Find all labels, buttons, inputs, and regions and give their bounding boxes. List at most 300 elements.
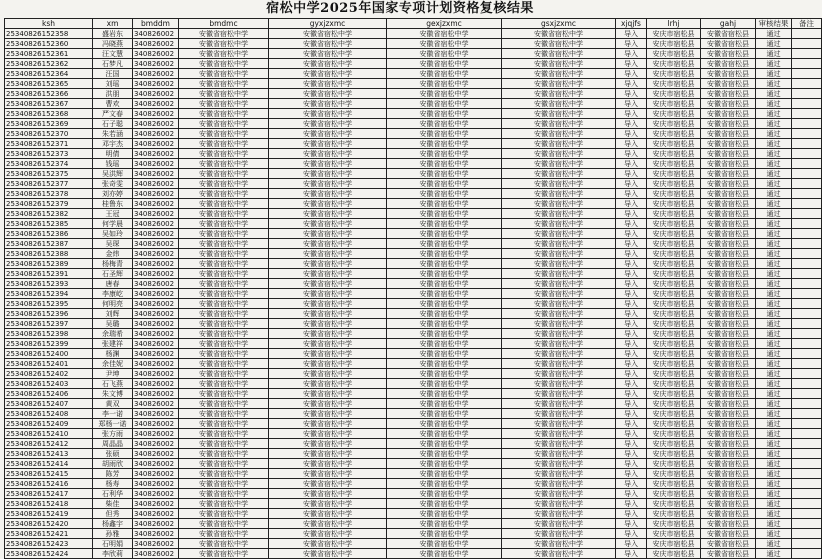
cell-xm: 石明娟 [93, 539, 133, 549]
cell-ksh: 25340826152399 [5, 339, 93, 349]
cell-xjqjfs: 导入 [616, 439, 647, 449]
table-body [5, 29, 822, 559]
header-ksh: ksh [5, 19, 93, 29]
cell-lrhj: 安庆市宿松县 [647, 309, 701, 319]
cell-gahj: 安徽省宿松县 [701, 529, 756, 539]
cell-xm: 石圣辉 [93, 269, 133, 279]
cell-remark [792, 229, 822, 239]
cell-gexjzxmc: 安徽省宿松中学 [387, 279, 502, 289]
cell-bmdmc: 安徽省宿松中学 [179, 459, 269, 469]
table-row [5, 219, 822, 229]
cell-bmdmc: 安徽省宿松中学 [179, 259, 269, 269]
cell-result: 通过 [756, 119, 792, 129]
cell-gahj: 安徽省宿松县 [701, 329, 756, 339]
cell-result: 通过 [756, 369, 792, 379]
cell-lrhj: 安庆市宿松县 [647, 359, 701, 369]
cell-gsxjzxmc: 安徽省宿松中学 [502, 379, 616, 389]
cell-gahj: 安徽省宿松县 [701, 159, 756, 169]
cell-gsxjzxmc: 安徽省宿松中学 [502, 209, 616, 219]
cell-gahj: 安徽省宿松县 [701, 479, 756, 489]
cell-bmdmc: 安徽省宿松中学 [179, 269, 269, 279]
cell-gahj: 安徽省宿松县 [701, 259, 756, 269]
cell-remark [792, 349, 822, 359]
cell-remark [792, 179, 822, 189]
cell-remark [792, 379, 822, 389]
cell-gexjzxmc: 安徽省宿松中学 [387, 499, 502, 509]
cell-xjqjfs: 导入 [616, 409, 647, 419]
cell-gahj: 安徽省宿松县 [701, 119, 756, 129]
header-gyxjzxmc: gyxjzxmc [269, 19, 387, 29]
cell-gsxjzxmc: 安徽省宿松中学 [502, 189, 616, 199]
cell-lrhj: 安庆市宿松县 [647, 229, 701, 239]
cell-bmddm: 340826002 [133, 149, 179, 159]
header-row [5, 19, 822, 29]
cell-bmddm: 340826002 [133, 279, 179, 289]
cell-bmddm: 340826002 [133, 539, 179, 549]
cell-gsxjzxmc: 安徽省宿松中学 [502, 429, 616, 439]
cell-result: 通过 [756, 229, 792, 239]
table-row [5, 399, 822, 409]
cell-xm: 朱文博 [93, 389, 133, 399]
cell-gsxjzxmc: 安徽省宿松中学 [502, 289, 616, 299]
cell-gexjzxmc: 安徽省宿松中学 [387, 109, 502, 119]
cell-ksh: 25340826152398 [5, 329, 93, 339]
cell-ksh: 25340826152371 [5, 139, 93, 149]
cell-bmdmc: 安徽省宿松中学 [179, 49, 269, 59]
cell-gsxjzxmc: 安徽省宿松中学 [502, 259, 616, 269]
cell-gyxjzxmc: 安徽省宿松中学 [269, 439, 387, 449]
table-row [5, 539, 822, 549]
cell-xjqjfs: 导入 [616, 489, 647, 499]
cell-bmdmc: 安徽省宿松中学 [179, 369, 269, 379]
cell-xm: 余瑞希 [93, 329, 133, 339]
cell-gahj: 安徽省宿松县 [701, 519, 756, 529]
cell-lrhj: 安庆市宿松县 [647, 49, 701, 59]
cell-gsxjzxmc: 安徽省宿松中学 [502, 59, 616, 69]
cell-bmdmc: 安徽省宿松中学 [179, 219, 269, 229]
cell-gexjzxmc: 安徽省宿松中学 [387, 359, 502, 369]
cell-lrhj: 安庆市宿松县 [647, 529, 701, 539]
cell-gyxjzxmc: 安徽省宿松中学 [269, 299, 387, 309]
cell-xm: 杨鑫宇 [93, 519, 133, 529]
cell-lrhj: 安庆市宿松县 [647, 279, 701, 289]
cell-ksh: 25340826152396 [5, 309, 93, 319]
cell-xm: 杨寿 [93, 479, 133, 489]
cell-gexjzxmc: 安徽省宿松中学 [387, 299, 502, 309]
cell-result: 通过 [756, 89, 792, 99]
cell-ksh: 25340826152414 [5, 459, 93, 469]
cell-result: 通过 [756, 439, 792, 449]
cell-gexjzxmc: 安徽省宿松中学 [387, 129, 502, 139]
cell-gexjzxmc: 安徽省宿松中学 [387, 69, 502, 79]
cell-xm: 胡雨欣 [93, 459, 133, 469]
cell-gyxjzxmc: 安徽省宿松中学 [269, 309, 387, 319]
cell-bmddm: 340826002 [133, 229, 179, 239]
cell-xjqjfs: 导入 [616, 549, 647, 559]
cell-xm: 张奇雯 [93, 179, 133, 189]
cell-ksh: 25340826152373 [5, 149, 93, 159]
cell-remark [792, 299, 822, 309]
table-row [5, 159, 822, 169]
cell-gexjzxmc: 安徽省宿松中学 [387, 459, 502, 469]
cell-gyxjzxmc: 安徽省宿松中学 [269, 319, 387, 329]
cell-result: 通过 [756, 209, 792, 219]
cell-bmddm: 340826002 [133, 39, 179, 49]
cell-ksh: 25340826152403 [5, 379, 93, 389]
cell-result: 通过 [756, 499, 792, 509]
table-row [5, 489, 822, 499]
cell-xjqjfs: 导入 [616, 299, 647, 309]
header-xm: xm [93, 19, 133, 29]
cell-remark [792, 529, 822, 539]
cell-ksh: 25340826152364 [5, 69, 93, 79]
cell-xm: 朱若涵 [93, 129, 133, 139]
cell-gahj: 安徽省宿松县 [701, 79, 756, 89]
cell-bmdmc: 安徽省宿松中学 [179, 59, 269, 69]
cell-gexjzxmc: 安徽省宿松中学 [387, 199, 502, 209]
cell-gahj: 安徽省宿松县 [701, 269, 756, 279]
cell-gahj: 安徽省宿松县 [701, 339, 756, 349]
cell-ksh: 25340826152375 [5, 169, 93, 179]
cell-xjqjfs: 导入 [616, 49, 647, 59]
cell-gsxjzxmc: 安徽省宿松中学 [502, 409, 616, 419]
cell-bmdmc: 安徽省宿松中学 [179, 229, 269, 239]
cell-ksh: 25340826152370 [5, 129, 93, 139]
cell-result: 通过 [756, 79, 792, 89]
cell-xjqjfs: 导入 [616, 279, 647, 289]
table-row [5, 349, 822, 359]
cell-xjqjfs: 导入 [616, 89, 647, 99]
cell-gsxjzxmc: 安徽省宿松中学 [502, 159, 616, 169]
cell-bmddm: 340826002 [133, 219, 179, 229]
cell-gexjzxmc: 安徽省宿松中学 [387, 379, 502, 389]
cell-gahj: 安徽省宿松县 [701, 469, 756, 479]
cell-remark [792, 369, 822, 379]
cell-lrhj: 安庆市宿松县 [647, 499, 701, 509]
cell-result: 通过 [756, 289, 792, 299]
cell-xm: 盛岩东 [93, 29, 133, 39]
cell-gsxjzxmc: 安徽省宿松中学 [502, 299, 616, 309]
cell-lrhj: 安庆市宿松县 [647, 459, 701, 469]
cell-gyxjzxmc: 安徽省宿松中学 [269, 519, 387, 529]
cell-remark [792, 29, 822, 39]
cell-result: 通过 [756, 529, 792, 539]
cell-remark [792, 399, 822, 409]
cell-bmdmc: 安徽省宿松中学 [179, 279, 269, 289]
cell-gyxjzxmc: 安徽省宿松中学 [269, 269, 387, 279]
table-row [5, 119, 822, 129]
cell-bmddm: 340826002 [133, 499, 179, 509]
cell-result: 通过 [756, 159, 792, 169]
cell-bmdmc: 安徽省宿松中学 [179, 189, 269, 199]
cell-gahj: 安徽省宿松县 [701, 109, 756, 119]
cell-gyxjzxmc: 安徽省宿松中学 [269, 279, 387, 289]
cell-bmddm: 340826002 [133, 429, 179, 439]
cell-ksh: 25340826152367 [5, 99, 93, 109]
cell-gexjzxmc: 安徽省宿松中学 [387, 209, 502, 219]
cell-remark [792, 59, 822, 69]
cell-xjqjfs: 导入 [616, 369, 647, 379]
cell-gexjzxmc: 安徽省宿松中学 [387, 319, 502, 329]
cell-bmddm: 340826002 [133, 379, 179, 389]
cell-gyxjzxmc: 安徽省宿松中学 [269, 409, 387, 419]
cell-gahj: 安徽省宿松县 [701, 199, 756, 209]
cell-gahj: 安徽省宿松县 [701, 29, 756, 39]
cell-result: 通过 [756, 409, 792, 419]
cell-ksh: 25340826152386 [5, 229, 93, 239]
cell-gahj: 安徽省宿松县 [701, 459, 756, 469]
cell-gahj: 安徽省宿松县 [701, 239, 756, 249]
table-row [5, 449, 822, 459]
cell-result: 通过 [756, 469, 792, 479]
cell-gyxjzxmc: 安徽省宿松中学 [269, 39, 387, 49]
cell-gexjzxmc: 安徽省宿松中学 [387, 59, 502, 69]
table-row [5, 29, 822, 39]
cell-gexjzxmc: 安徽省宿松中学 [387, 339, 502, 349]
cell-bmdmc: 安徽省宿松中学 [179, 199, 269, 209]
cell-result: 通过 [756, 149, 792, 159]
cell-xm: 石梦凡 [93, 59, 133, 69]
cell-gexjzxmc: 安徽省宿松中学 [387, 519, 502, 529]
cell-gyxjzxmc: 安徽省宿松中学 [269, 459, 387, 469]
cell-remark [792, 549, 822, 559]
cell-bmdmc: 安徽省宿松中学 [179, 139, 269, 149]
cell-bmdmc: 安徽省宿松中学 [179, 299, 269, 309]
cell-gsxjzxmc: 安徽省宿松中学 [502, 109, 616, 119]
cell-gahj: 安徽省宿松县 [701, 279, 756, 289]
cell-gexjzxmc: 安徽省宿松中学 [387, 489, 502, 499]
cell-xjqjfs: 导入 [616, 219, 647, 229]
cell-gyxjzxmc: 安徽省宿松中学 [269, 509, 387, 519]
cell-ksh: 25340826152360 [5, 39, 93, 49]
cell-remark [792, 329, 822, 339]
cell-gyxjzxmc: 安徽省宿松中学 [269, 349, 387, 359]
cell-gyxjzxmc: 安徽省宿松中学 [269, 369, 387, 379]
cell-bmdmc: 安徽省宿松中学 [179, 329, 269, 339]
cell-result: 通过 [756, 509, 792, 519]
cell-gahj: 安徽省宿松县 [701, 59, 756, 69]
cell-lrhj: 安庆市宿松县 [647, 549, 701, 559]
cell-remark [792, 259, 822, 269]
cell-result: 通过 [756, 429, 792, 439]
cell-lrhj: 安庆市宿松县 [647, 69, 701, 79]
cell-gexjzxmc: 安徽省宿松中学 [387, 49, 502, 59]
cell-xm: 陈芳 [93, 469, 133, 479]
table-row [5, 259, 822, 269]
cell-gahj: 安徽省宿松县 [701, 39, 756, 49]
cell-lrhj: 安庆市宿松县 [647, 119, 701, 129]
cell-gahj: 安徽省宿松县 [701, 189, 756, 199]
cell-ksh: 25340826152421 [5, 529, 93, 539]
cell-result: 通过 [756, 389, 792, 399]
cell-ksh: 25340826152424 [5, 549, 93, 559]
cell-bmdmc: 安徽省宿松中学 [179, 399, 269, 409]
cell-result: 通过 [756, 419, 792, 429]
table-row [5, 79, 822, 89]
cell-bmdmc: 安徽省宿松中学 [179, 99, 269, 109]
cell-xjqjfs: 导入 [616, 129, 647, 139]
cell-lrhj: 安庆市宿松县 [647, 329, 701, 339]
cell-ksh: 25340826152391 [5, 269, 93, 279]
cell-xm: 余佳妮 [93, 359, 133, 369]
cell-xjqjfs: 导入 [616, 259, 647, 269]
cell-bmddm: 340826002 [133, 489, 179, 499]
cell-result: 通过 [756, 339, 792, 349]
cell-xjqjfs: 导入 [616, 29, 647, 39]
cell-gyxjzxmc: 安徽省宿松中学 [269, 139, 387, 149]
cell-ksh: 25340826152402 [5, 369, 93, 379]
cell-bmdmc: 安徽省宿松中学 [179, 499, 269, 509]
cell-bmdmc: 安徽省宿松中学 [179, 69, 269, 79]
table-row [5, 229, 822, 239]
cell-bmdmc: 安徽省宿松中学 [179, 289, 269, 299]
results-table [4, 18, 822, 559]
cell-xm: 郑杨一诺 [93, 419, 133, 429]
header-xjqjfs: xjqjfs [616, 19, 647, 29]
cell-xm: 吴洪辉 [93, 169, 133, 179]
cell-gexjzxmc: 安徽省宿松中学 [387, 399, 502, 409]
cell-ksh: 25340826152408 [5, 409, 93, 419]
cell-result: 通过 [756, 319, 792, 329]
cell-remark [792, 219, 822, 229]
cell-gahj: 安徽省宿松县 [701, 379, 756, 389]
cell-gsxjzxmc: 安徽省宿松中学 [502, 239, 616, 249]
cell-gyxjzxmc: 安徽省宿松中学 [269, 189, 387, 199]
cell-bmdmc: 安徽省宿松中学 [179, 519, 269, 529]
cell-gahj: 安徽省宿松县 [701, 449, 756, 459]
cell-xm: 钱瑶 [93, 159, 133, 169]
cell-gahj: 安徽省宿松县 [701, 139, 756, 149]
cell-lrhj: 安庆市宿松县 [647, 319, 701, 329]
cell-gyxjzxmc: 安徽省宿松中学 [269, 109, 387, 119]
cell-ksh: 25340826152417 [5, 489, 93, 499]
cell-xjqjfs: 导入 [616, 189, 647, 199]
cell-bmdmc: 安徽省宿松中学 [179, 159, 269, 169]
cell-xjqjfs: 导入 [616, 39, 647, 49]
cell-gsxjzxmc: 安徽省宿松中学 [502, 79, 616, 89]
cell-remark [792, 409, 822, 419]
cell-remark [792, 109, 822, 119]
cell-result: 通过 [756, 459, 792, 469]
cell-remark [792, 339, 822, 349]
cell-xm: 唐春 [93, 279, 133, 289]
cell-gyxjzxmc: 安徽省宿松中学 [269, 359, 387, 369]
cell-lrhj: 安庆市宿松县 [647, 89, 701, 99]
cell-bmddm: 340826002 [133, 399, 179, 409]
cell-bmddm: 340826002 [133, 469, 179, 479]
cell-gsxjzxmc: 安徽省宿松中学 [502, 439, 616, 449]
cell-result: 通过 [756, 249, 792, 259]
cell-bmddm: 340826002 [133, 459, 179, 469]
cell-xjqjfs: 导入 [616, 229, 647, 239]
cell-remark [792, 79, 822, 89]
cell-xjqjfs: 导入 [616, 319, 647, 329]
cell-xm: 尹坤 [93, 369, 133, 379]
cell-bmddm: 340826002 [133, 209, 179, 219]
cell-bmddm: 340826002 [133, 369, 179, 379]
cell-gyxjzxmc: 安徽省宿松中学 [269, 469, 387, 479]
cell-gexjzxmc: 安徽省宿松中学 [387, 229, 502, 239]
cell-bmdmc: 安徽省宿松中学 [179, 549, 269, 559]
table-row [5, 429, 822, 439]
cell-gsxjzxmc: 安徽省宿松中学 [502, 129, 616, 139]
cell-bmdmc: 安徽省宿松中学 [179, 389, 269, 399]
cell-bmddm: 340826002 [133, 529, 179, 539]
cell-remark [792, 499, 822, 509]
cell-gahj: 安徽省宿松县 [701, 359, 756, 369]
cell-gahj: 安徽省宿松县 [701, 209, 756, 219]
cell-xjqjfs: 导入 [616, 239, 647, 249]
cell-bmdmc: 安徽省宿松中学 [179, 39, 269, 49]
cell-result: 通过 [756, 99, 792, 109]
cell-bmdmc: 安徽省宿松中学 [179, 479, 269, 489]
cell-bmddm: 340826002 [133, 549, 179, 559]
cell-gexjzxmc: 安徽省宿松中学 [387, 409, 502, 419]
cell-bmddm: 340826002 [133, 479, 179, 489]
cell-lrhj: 安庆市宿松县 [647, 479, 701, 489]
table-row [5, 59, 822, 69]
cell-bmdmc: 安徽省宿松中学 [179, 319, 269, 329]
cell-lrhj: 安庆市宿松县 [647, 539, 701, 549]
cell-ksh: 25340826152406 [5, 389, 93, 399]
cell-gsxjzxmc: 安徽省宿松中学 [502, 509, 616, 519]
cell-gexjzxmc: 安徽省宿松中学 [387, 419, 502, 429]
cell-gsxjzxmc: 安徽省宿松中学 [502, 459, 616, 469]
table-row [5, 299, 822, 309]
cell-gexjzxmc: 安徽省宿松中学 [387, 469, 502, 479]
cell-gyxjzxmc: 安徽省宿松中学 [269, 99, 387, 109]
cell-xm: 何学晨 [93, 219, 133, 229]
cell-gsxjzxmc: 安徽省宿松中学 [502, 359, 616, 369]
cell-ksh: 25340826152418 [5, 499, 93, 509]
table-row [5, 359, 822, 369]
cell-gsxjzxmc: 安徽省宿松中学 [502, 99, 616, 109]
cell-gsxjzxmc: 安徽省宿松中学 [502, 229, 616, 239]
cell-gahj: 安徽省宿松县 [701, 389, 756, 399]
cell-ksh: 25340826152358 [5, 29, 93, 39]
cell-xm: 汪文慧 [93, 49, 133, 59]
cell-xjqjfs: 导入 [616, 249, 647, 259]
cell-gahj: 安徽省宿松县 [701, 219, 756, 229]
cell-remark [792, 469, 822, 479]
cell-lrhj: 安庆市宿松县 [647, 39, 701, 49]
cell-gahj: 安徽省宿松县 [701, 499, 756, 509]
cell-gexjzxmc: 安徽省宿松中学 [387, 509, 502, 519]
cell-xm: 张硕 [93, 449, 133, 459]
cell-gyxjzxmc: 安徽省宿松中学 [269, 529, 387, 539]
cell-gsxjzxmc: 安徽省宿松中学 [502, 119, 616, 129]
cell-gahj: 安徽省宿松县 [701, 419, 756, 429]
cell-remark [792, 89, 822, 99]
cell-gsxjzxmc: 安徽省宿松中学 [502, 549, 616, 559]
cell-gyxjzxmc: 安徽省宿松中学 [269, 199, 387, 209]
cell-xm: 王冠 [93, 209, 133, 219]
cell-ksh: 25340826152366 [5, 89, 93, 99]
cell-xjqjfs: 导入 [616, 429, 647, 439]
cell-bmddm: 340826002 [133, 309, 179, 319]
cell-xm: 李康屹 [93, 289, 133, 299]
cell-gahj: 安徽省宿松县 [701, 539, 756, 549]
cell-bmddm: 340826002 [133, 319, 179, 329]
cell-xjqjfs: 导入 [616, 349, 647, 359]
cell-gsxjzxmc: 安徽省宿松中学 [502, 469, 616, 479]
cell-gahj: 安徽省宿松县 [701, 309, 756, 319]
cell-lrhj: 安庆市宿松县 [647, 259, 701, 269]
cell-xm: 但秀 [93, 509, 133, 519]
cell-gexjzxmc: 安徽省宿松中学 [387, 39, 502, 49]
cell-xm: 石子聪 [93, 119, 133, 129]
cell-xm: 金炜 [93, 249, 133, 259]
